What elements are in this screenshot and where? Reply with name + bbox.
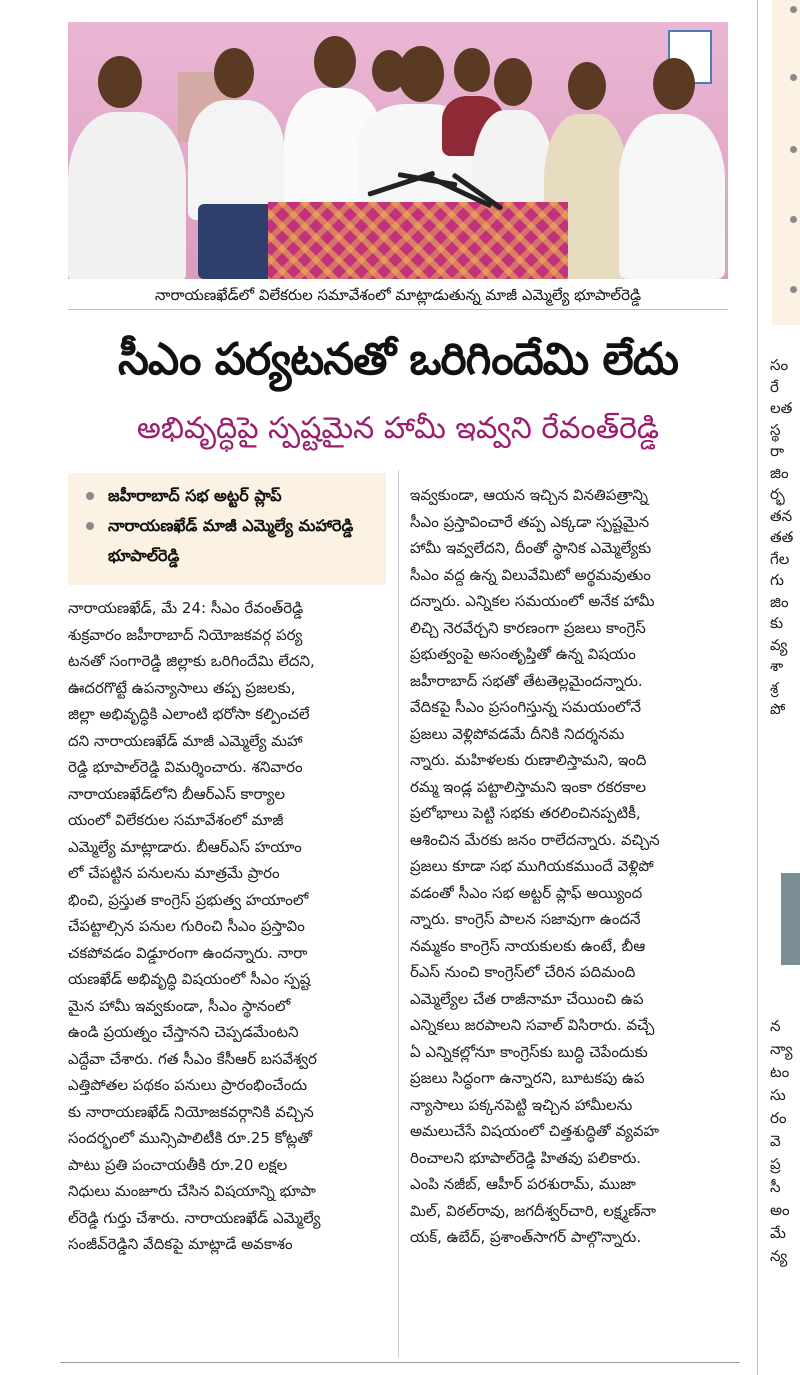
article-column-1: నారాయణఖేడ్‌, మే 24: సీఎం రేవంత్‌రెడ్డి శుక్రవారం జహీరాబాద్‌ నియోజకవర్గ పర్య టనతో సంగారెడ్డి జిల్లాకు ఒరిగిందేమి లేదని, ఊదరగొట్టే ఉపన్యాసాలు తప్ప ప్రజలకు, జిల్లా అభివృద్ధికి ఎలాంటి భరోసా కల్పించలే దని నారాయణఖేడ్‌ మాజీ ఎమ్మెల్యే మహా రెడ్డి భూపాల్‌రెడ్డి విమర్శించారు. శనివారం నారాయణఖేడ్‌లోని బీఆర్‌ఎస్‌ కార్యాల యంలో విలేకరుల సమావేశంలో మాజీ ఎమ్మెల్యే మాట్లాడారు. బీఆర్‌ఎస్‌ హయాం లో చేపట్టిన పనులను మాత్రమే ప్రారం భించి, ప్రస్తుత కాంగ్రెస్‌ ప్రభుత్వ హయాంలో చేపట్టాల్సిన పనుల గురించి సీఎం ప్రస్తావిం చకపోవడం విడ్డూరంగా ఉందన్నారు. నారా యణఖేడ్‌ అభివృద్ధి విషయంలో సీఎం స్పష్ట మైన హామీ ఇవ్వకుండా, సీఎం స్థానంలో ఉండి ప్రయత్నం చేస్తానని చెప్పడమేంటని ఎద్దేవా చేశారు. గత సీఎం కేసీఆర్‌ బసవేశ్వర ఎత్తిపోతల పథకం పనులు ప్రారంభించేందు కు నారాయణఖేడ్‌ నియోజకవర్గానికి వచ్చిన సందర్భంలో మున్సిపాలిటీకి రూ.25 కోట్లతో పాటు ప్రతి పంచాయతీకి రూ.20 లక్షల నిధులు మంజూరు చేసిన విషయాన్ని భూపా ల్‌రెడ్డి గుర్తు చేశారు. నారాయణఖేడ్‌ ఎమ్మెల్యే సంజీవ్‌రెడ్డిని వేదికపై మాట్లాడే అవకాశం <box>68 599 321 1253</box>
photo-caption: నారాయణఖేడ్‌లో విలేకరుల సమావేశంలో మాట్లాడుతున్న మాజీ ఎమ్మెల్యే భూపాల్‌రెడ్డి <box>68 281 728 310</box>
highlight-item <box>68 511 386 571</box>
person-1 <box>68 52 188 279</box>
adjacent-subhead-bar <box>781 873 800 965</box>
article-column-2: ఇవ్వకుండా, ఆయన ఇచ్చిన వినతిపత్రాన్ని సీఎం ప్రస్తావించారే తప్ప ఎక్కడా స్పష్టమైన హామీ ఇవ్వలేదని, దీంతో స్థానిక ఎమ్మెల్యేకు సీఎం వద్ద ఉన్న విలువేమిటో అర్థమవుతుం దన్నారు. ఎన్నికల సమయంలో అనేక హామీ లిచ్చి నెరవేర్చని కారణంగా ప్రజలు కాంగ్రెస్‌ ప్రభుత్వంపై అసంతృప్తితో ఉన్న విషయం జహీరాబాద్‌ సభతో తేటతెల్లమైందన్నారు. వేదికపై సీఎం ప్రసంగిస్తున్న సమయంలోనే ప్రజలు వెళ్లిపోవడమే దీనికి నిదర్శనమ న్నారు. మహిళలకు రుణాలిస్తామని, ఇంది రమ్మ ఇండ్ల పట్టాలిస్తామని ఇంకా రకరకాల ప్రలోభాలు పెట్టి సభకు తరలించినప్పటికీ, ఆశించిన మేరకు జనం రాలేదన్నారు. వచ్చిన ప్రజలు కూడా సభ ముగియకముందే వెళ్లిపో వడంతో సీఎం సభ అట్టర్‌ ప్లాఫ్‌ అయ్యింద న్నారు. కాంగ్రెస్‌ పాలన సజావుగా ఉందనే నమ్మకం కాంగ్రెస్‌ నాయకులకు ఉంటే, బీఆ ర్‌ఎస్‌ నుంచి కాంగ్రెస్‌లో చేరిన పదిమంది ఎమ్మెల్యేల చేత రాజీనామా చేయించి ఉప ఎన్నికలు జరపాలని సవాల్‌ విసిరారు. వచ్చే ఏ ఎన్నికల్లోనూ కాంగ్రెస్‌కు బుద్ధి చెపేందుకు ప్రజలు సిద్ధంగా ఉన్నారని, బూటకపు ఉప న్యాసాలు పక్కనపెట్టి ఇచ్చిన హామీలను అమలుచేసే విషయంలో చిత్తశుద్ధితో వ్యవహ రించాలని భూపాల్‌రెడ్డి హితవు పలికారు. ఎంపి నజీబ్‌, ఆహీర్‌ పరశురామ్‌, ముజా మిల్‌, విఠల్‌రావు, జగదీశ్వర్‌చారి, లక్ష్మణ్‌నా యక్‌, ఉబేద్‌, ప్రశాంత్‌సాగర్‌ పాల్గొన్నారు. <box>410 486 660 1246</box>
subheadline: అభివృద్ధిపై స్పష్టమైన హామీ ఇవ్వని రేవంత్‌రెడ్డి <box>136 411 660 446</box>
bullet-icon <box>86 522 94 530</box>
highlight-text: జహీరాబాద్‌ సభ అట్టర్‌ ప్లాప్‌ <box>108 486 282 505</box>
bullet-icon <box>790 146 797 153</box>
headline: సీఎం పర్యటనతో ఒరిగిందేమి లేదు <box>117 334 679 385</box>
bullet-icon <box>86 492 94 500</box>
bullet-icon <box>790 6 797 13</box>
highlight-text: నారాయణఖేడ్‌ మాజీ ఎమ్మెల్యే మహారెడ్డి భూపాల్‌రెడ్డి <box>108 516 354 565</box>
person-9 <box>613 58 728 279</box>
adjacent-highlights-box <box>772 0 800 325</box>
highlights-box <box>68 473 386 585</box>
column-divider <box>398 470 399 1358</box>
table-cloth <box>268 202 568 279</box>
adjacent-article-text: న న్యా టం సు రం వె ప్ర సీ అం మే న్య <box>770 1017 793 1265</box>
adjacent-column-rule <box>757 0 758 1375</box>
adjacent-article-text: సం రే లత స్థ రా జిం ర్భ తన తత గేల గు జిం కు వ్య శా శ్ర పో <box>770 356 794 718</box>
bullet-icon <box>790 286 797 293</box>
highlight-item <box>68 481 386 511</box>
press-meet-photo <box>68 22 728 279</box>
bullet-icon <box>790 216 797 223</box>
bottom-rule <box>60 1362 740 1363</box>
bullet-icon <box>790 74 797 81</box>
